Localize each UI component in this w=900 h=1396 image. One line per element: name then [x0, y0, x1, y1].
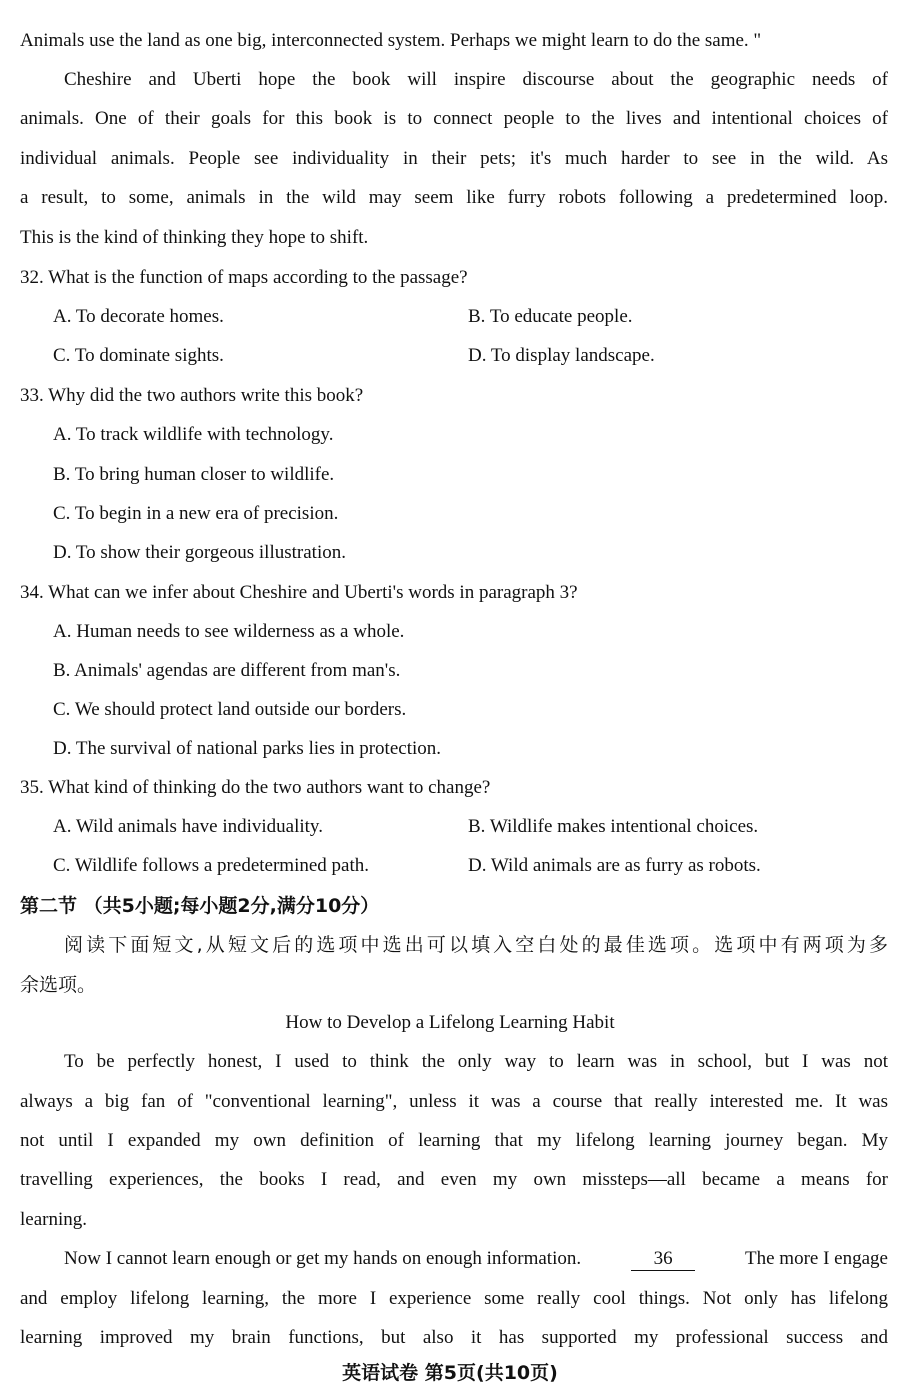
answer-blank-36[interactable]: 36 — [631, 1248, 695, 1271]
passage-line: learning. — [20, 1209, 88, 1230]
passage-line: To be perfectly honest, I used to think the only way to learn was in school, but I was not — [64, 1051, 888, 1072]
passage-line: learning improved my brain functions, but also it has supported my professional success and — [20, 1327, 888, 1348]
q32-option-c[interactable]: C. To dominate sights. — [53, 345, 224, 366]
q34-option-d[interactable]: D. The survival of national parks lies in protection. — [53, 738, 442, 759]
q34-option-b[interactable]: B. Animals' agendas are different from man's. — [53, 660, 401, 681]
q32-option-d[interactable]: D. To display landscape. — [468, 345, 655, 366]
passage-line: a result, to some, animals in the wild may seem like furry robots following a predetermined loop. — [20, 187, 888, 208]
passage-title: How to Develop a Lifelong Learning Habit — [285, 1012, 615, 1033]
q33-option-d[interactable]: D. To show their gorgeous illustration. — [53, 542, 346, 563]
section-header: 第二节 （共5小题;每小题2分,满分10分） — [20, 895, 380, 917]
passage-line: This is the kind of thinking they hope to shift. — [20, 227, 369, 248]
passage-line: and employ lifelong learning, the more I experience some really cool things. Not only has lifelong — [20, 1288, 888, 1309]
passage-line: always a big fan of "conventional learning", unless it was a course that really interested me. It was — [20, 1091, 888, 1112]
passage-line: Animals use the land as one big, interconnected system. Perhaps we might learn to do the same. " — [20, 30, 762, 51]
q34-option-a[interactable]: A. Human needs to see wilderness as a whole. — [53, 621, 405, 642]
passage-line: Cheshire and Uberti hope the book will inspire discourse about the geographic needs of — [64, 69, 888, 90]
passage-line: not until I expanded my own definition of learning that my lifelong learning journey began. My — [20, 1130, 888, 1151]
question-33-stem: 33. Why did the two authors write this book? — [20, 385, 364, 406]
question-35-stem: 35. What kind of thinking do the two authors want to change? — [20, 777, 491, 798]
q35-option-b[interactable]: B. Wildlife makes intentional choices. — [468, 816, 759, 837]
q33-option-a[interactable]: A. To track wildlife with technology. — [53, 424, 334, 445]
passage-text: Now I cannot learn enough or get my hands on enough information. — [64, 1248, 582, 1269]
passage-text: The more I engage — [745, 1248, 888, 1269]
q32-option-a[interactable]: A. To decorate homes. — [53, 306, 224, 327]
section-instruction: 阅读下面短文,从短文后的选项中选出可以填入空白处的最佳选项。选项中有两项为多 — [64, 934, 888, 956]
passage-line: animals. One of their goals for this book is to connect people to the lives and intentional choices of — [20, 108, 888, 129]
question-34-stem: 34. What can we infer about Cheshire and Uberti's words in paragraph 3? — [20, 582, 578, 603]
passage-line-with-blank — [64, 1246, 888, 1272]
page-footer: 英语试卷 第5页(共10页) — [342, 1362, 558, 1384]
q35-option-d[interactable]: D. Wild animals are as furry as robots. — [468, 855, 761, 876]
question-32-stem: 32. What is the function of maps according to the passage? — [20, 267, 468, 288]
q34-option-c[interactable]: C. We should protect land outside our borders. — [53, 699, 407, 720]
q35-option-a[interactable]: A. Wild animals have individuality. — [53, 816, 323, 837]
q32-option-b[interactable]: B. To educate people. — [468, 306, 633, 327]
section-instruction: 余选项。 — [20, 974, 97, 996]
passage-line: travelling experiences, the books I read, and even my own missteps—all became a means for — [20, 1169, 888, 1190]
q33-option-c[interactable]: C. To begin in a new era of precision. — [53, 503, 339, 524]
q33-option-b[interactable]: B. To bring human closer to wildlife. — [53, 464, 335, 485]
passage-line: individual animals. People see individuality in their pets; it's much harder to see in the wild. As — [20, 148, 888, 169]
q35-option-c[interactable]: C. Wildlife follows a predetermined path. — [53, 855, 369, 876]
